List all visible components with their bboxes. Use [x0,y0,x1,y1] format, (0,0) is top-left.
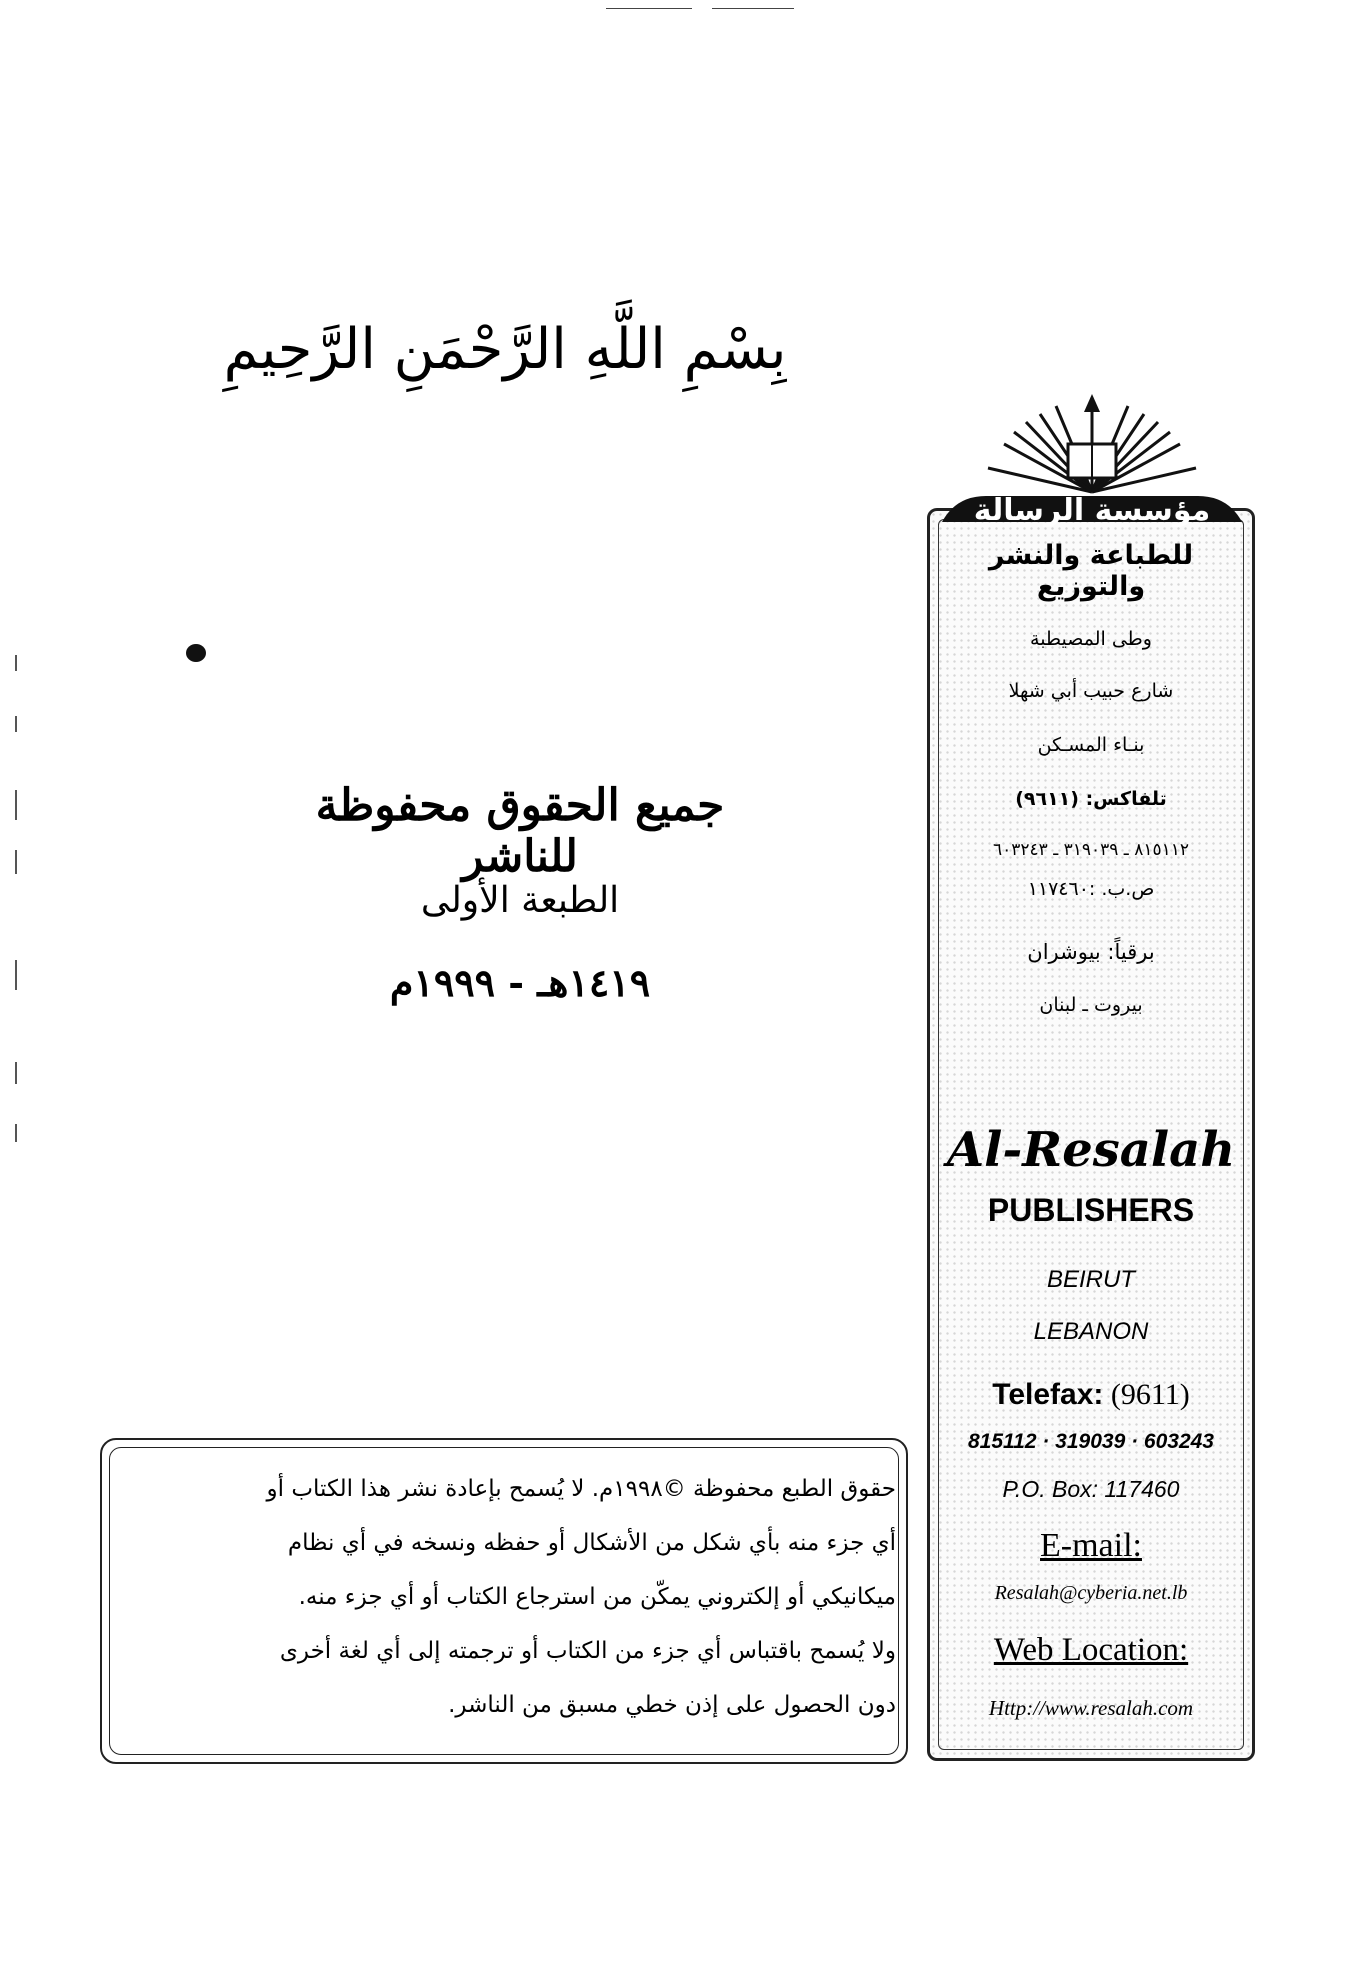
web-address: Http://www.resalah.com [988,1696,1194,1720]
scan-mark [15,1124,17,1142]
scan-mark [15,1062,17,1084]
address-line: وطى المصيطبة [1030,628,1152,650]
copyright-line: أي جزء منه بأي شكل من الأشكال أو حفظه ونسخه في أي نظام [287,1530,896,1556]
publishers-label: PUBLISHERS [987,1192,1195,1228]
city-label: BEIRUT [1046,1266,1135,1293]
scan-mark [15,790,17,820]
address-line: برقياً: بيوشران [1027,940,1155,964]
scan-mark [15,960,17,990]
top-rule-right [712,8,794,9]
logo-text: مؤسسة الرسالة [973,493,1211,528]
publisher-logo [936,392,1248,532]
scan-mark [15,716,17,732]
copyright-line: ميكانيكي أو إلكتروني يمكّن من استرجاع الكتاب أو أي جزء منه. [298,1584,896,1610]
top-rule-left [606,8,692,9]
country-label: LEBANON [1033,1318,1149,1345]
edition-year: ١٤١٩هـ - ١٩٩٩م [389,960,651,1005]
publisher-brand: Al-Resalah [946,1122,1236,1178]
email-label: E-mail: [1040,1527,1142,1564]
telefax-code: (9611) [1110,1378,1190,1411]
address-line: شارع حبيب أبي شهلا [1008,680,1174,702]
copyright-text [116,1462,896,1732]
publisher-tagline: للطباعة والنشر والتوزيع [988,540,1194,602]
phone-numbers: 815112 · 319039 · 603243 [968,1430,1214,1453]
scan-mark [15,655,17,671]
address-line: ٨١٥١١٢ ـ ٣١٩٠٣٩ ـ ٦٠٣٢٤٣ [993,840,1189,860]
copyright-line: حقوق الطبع محفوظة ©١٩٩٨م. لا يُسمح بإعادة نشر هذا الكتاب أو [266,1476,896,1502]
address-line: ص.ب. :١١٧٤٦٠ [1027,878,1155,900]
address-line: بيروت ـ لبنان [1039,994,1143,1016]
scan-mark [15,850,17,874]
rights-notice: جميع الحقوق محفوظة للناشر [315,780,725,882]
ink-dot [186,644,206,662]
logo-arrow-icon [1084,394,1100,412]
address-line: تلفاكس: (٩٦١١) [1015,788,1167,810]
copyright-line: دون الحصول على إذن خطي مسبق من الناشر. [448,1692,896,1718]
basmala-calligraphy: بِسْمِ اللَّهِ الرَّحْمَنِ الرَّحِيمِ [223,317,787,382]
copyright-line: ولا يُسمح باقتباس أي جزء من الكتاب أو ترجمته إلى أي لغة أخرى [279,1638,896,1664]
address-line: بنـاء المسـكن [1037,734,1145,756]
telefax-label: Telefax: [992,1378,1104,1411]
telefax-line [935,1378,1247,1412]
email-address: Resalah@cyberia.net.lb [994,1582,1188,1604]
po-box: P.O. Box: 117460 [1002,1476,1180,1502]
edition-label: الطبعة الأولى [420,880,620,921]
web-label: Web Location: [993,1632,1189,1668]
